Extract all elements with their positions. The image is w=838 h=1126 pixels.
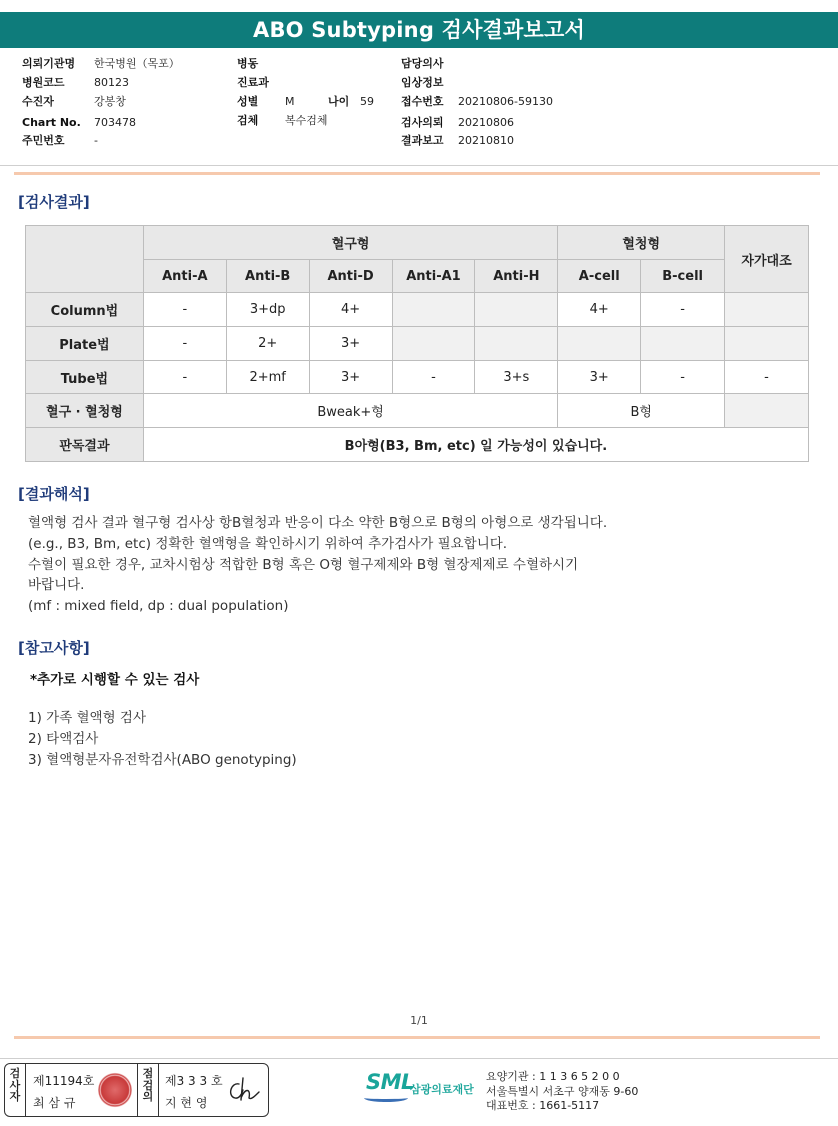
col-header: Anti-D [309,259,392,293]
col-header: Anti-A [143,259,226,293]
result-cell: - [725,360,809,394]
result-cell: 4+ [558,293,641,327]
header-accent-rule [14,172,820,175]
logo-name: 삼광의료재단 [410,1083,474,1096]
receipt-label: 접수번호 [401,95,444,108]
rrn-label: 주민번호 [22,134,65,147]
result-cell: - [392,360,475,394]
tester-label [7,1068,23,1103]
result-cell: 2+mf [226,360,309,394]
result-cell [475,327,558,361]
chart-label: Chart No. [22,116,81,129]
col-header: Anti-B [226,259,309,293]
table-row [26,293,809,327]
result-cell: - [143,327,226,361]
row-label: Column법 [26,293,144,327]
sex-label: 성별 [237,95,259,108]
ward-label: 병동 [237,57,259,70]
patient-value: 강봉창 [94,95,126,108]
col-header: B-cell [641,259,725,293]
interpretation-text [28,513,607,617]
reviewer-license: 제3 3 3 호 [165,1074,223,1088]
summary-cell-type: Bweak+형 [143,394,557,428]
test-req-value: 20210806 [458,116,514,129]
org-address: 서울특별시 서초구 양재동 9-60 [486,1084,639,1098]
list-item: 3) 혈액형분자유전학검사(ABO genotyping) [28,752,297,768]
summary-auto [725,394,809,428]
conclusion-label: 판독결과 [26,428,144,462]
result-cell: 3+ [309,327,392,361]
conclusion-value: B아형(B3, Bm, etc) 일 가능성이 있습니다. [143,428,808,462]
divider [137,1064,138,1116]
col-header: Anti-A1 [392,259,475,293]
hosp-code-value: 80123 [94,76,129,89]
signature-box [4,1063,269,1117]
tester-license: 제11194호 [33,1074,95,1088]
reviewer-label [140,1068,156,1103]
table-row [26,394,809,428]
reference-heading: [참고사항] [18,639,90,657]
result-cell: - [641,360,725,394]
seal-stamp-icon [98,1072,132,1108]
result-cell [725,293,809,327]
footer-accent-rule [14,1036,820,1039]
list-item: 2) 타액검사 [28,731,99,747]
group-serum-header: 혈청형 [558,226,725,260]
col-header: Anti-H [475,259,558,293]
result-cell: - [143,293,226,327]
corner-cell [26,226,144,293]
specimen-label: 검체 [237,114,259,127]
interpretation-line: 혈액형 검사 결과 혈구형 검사상 항B혈청과 반응이 다소 약한 B형으로 B형의 아형으로 생각됩니다. [28,515,608,531]
age-label: 나이 [328,95,350,108]
table-row [26,360,809,394]
results-heading: [검사결과] [18,193,90,211]
sex-value: M [285,95,295,108]
req-org-label: 의뢰기관명 [22,57,76,70]
receipt-value: 20210806-59130 [458,95,553,108]
report-value: 20210810 [458,134,514,147]
tester-label-text: 검사자 [9,1067,21,1103]
req-org-value: 한국병원（목포） [94,57,180,70]
hosp-code-label: 병원코드 [22,76,65,89]
dept-label: 진료과 [237,76,269,89]
result-cell: 3+ [558,360,641,394]
footer-divider [0,1058,838,1059]
result-cell: 3+ [309,360,392,394]
group-auto-header: 자가대조 [725,226,809,293]
chart-value: 703478 [94,116,136,129]
doctor-label: 담당의사 [401,57,444,70]
result-cell [558,327,641,361]
table-row [26,327,809,361]
care-number: 요양기관 : 1 1 3 6 5 2 0 0 [486,1070,620,1083]
signature-icon [225,1074,263,1106]
interpretation-line: (mf : mixed field, dp : dual population) [28,598,289,615]
result-cell [475,293,558,327]
result-cell: 3+s [475,360,558,394]
age-value: 59 [360,95,374,108]
reviewer-name: 지 현 영 [165,1096,208,1110]
logo-mark: SML [366,1070,414,1094]
result-cell: - [641,293,725,327]
row-label: Tube법 [26,360,144,394]
results-table [25,225,809,462]
list-item: 1) 가족 혈액형 검사 [28,710,147,726]
logo-swoosh-icon [364,1094,408,1102]
result-cell: 4+ [309,293,392,327]
result-cell [392,327,475,361]
summary-serum-type: B형 [558,394,725,428]
reference-list [28,708,297,771]
col-header: A-cell [558,259,641,293]
interpretation-line: 수혈이 필요한 경우, 교차시험상 적합한 B형 혹은 O형 혈구제제와 B형 혈장제제로 수혈하시기 [28,556,579,573]
reviewer-label-text: 점검의 [142,1067,154,1103]
interpretation-line: 바랍니다. [28,577,85,594]
divider [25,1064,26,1116]
page-indicator: 1/1 [410,1014,428,1027]
result-cell [725,327,809,361]
clinical-label: 임상정보 [401,76,444,89]
org-info [486,1070,638,1114]
reference-subheading: *추가로 시행할 수 있는 검사 [30,672,200,688]
row-label: Plate법 [26,327,144,361]
result-cell: 2+ [226,327,309,361]
summary-label: 혈구 · 혈청형 [26,394,144,428]
patient-info [0,55,838,163]
report-title: ABO Subtyping 검사결과보고서 [0,12,838,48]
result-cell: - [143,360,226,394]
test-req-label: 검사의뢰 [401,116,444,129]
group-cell-header: 혈구형 [143,226,557,260]
patient-label: 수진자 [22,95,54,108]
table-row [26,428,809,462]
result-cell: 3+dp [226,293,309,327]
specimen-value: 복수검체 [285,114,328,127]
org-phone: 대표번호 : 1661-5117 [486,1099,600,1112]
interpretation-line: (e.g., B3, Bm, etc) 정확한 혈액형을 확인하시기 위하여 추가검사가 필요합니다. [28,535,508,552]
result-cell [392,293,475,327]
interpretation-heading: [결과해석] [18,485,90,503]
rrn-value: - [94,134,98,147]
tester-name: 최 삼 규 [33,1096,76,1110]
report-label: 결과보고 [401,134,444,147]
divider [158,1064,159,1116]
info-divider [0,165,838,166]
result-cell [641,327,725,361]
